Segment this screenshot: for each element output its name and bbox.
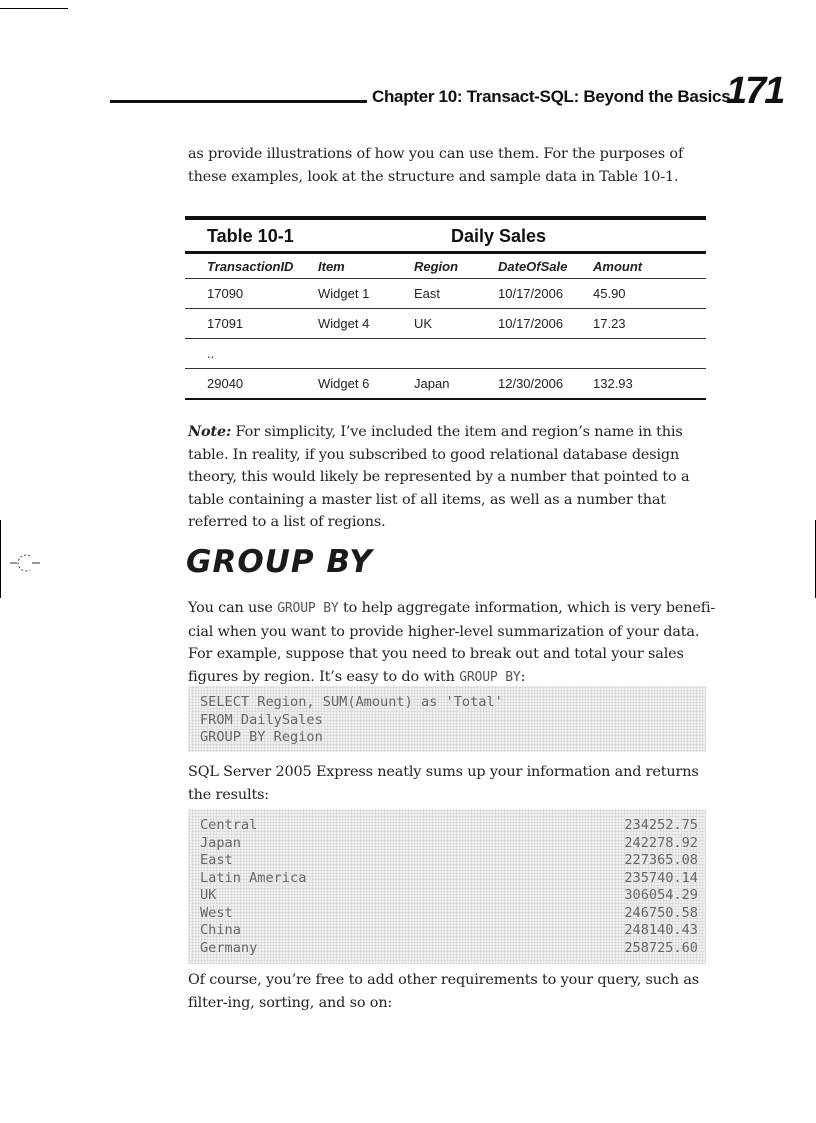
- table-cell: 17090: [207, 286, 244, 301]
- column-header: Region: [414, 258, 459, 274]
- registration-mark-icon: [10, 552, 42, 574]
- result-region: China: [200, 922, 241, 938]
- table-header-row: [185, 254, 706, 279]
- inline-code: GROUP BY: [277, 601, 339, 616]
- table-cell: 17091: [207, 316, 244, 331]
- result-row: [188, 852, 706, 870]
- result-total: 227365.08: [624, 852, 698, 868]
- result-total: 242278.92: [624, 834, 698, 851]
- result-total: 246750.58: [624, 904, 698, 921]
- table-cell: Widget 4: [318, 316, 370, 331]
- result-row: [188, 870, 706, 888]
- table-cell: 10/17/2006: [498, 286, 564, 301]
- sql-code-block: [188, 686, 706, 752]
- inline-code: GROUP BY: [459, 669, 521, 685]
- crop-mark-top-left: [0, 8, 68, 9]
- table-cell: 12/30/2006: [498, 376, 564, 391]
- result-region: East: [200, 852, 233, 868]
- table-cell: 45.90: [593, 286, 626, 301]
- page-number: 171: [726, 70, 784, 112]
- table-caption: [185, 220, 706, 251]
- result-total: 306054.29: [624, 887, 698, 903]
- column-header: Amount: [593, 258, 643, 274]
- table-cell: Widget 1: [318, 286, 370, 301]
- result-row: [188, 835, 706, 853]
- paragraph-text: to help aggregate information, which is very benefi-cial when you want to provide higher-level summarization of your data. For example, suppose that you need to break out and total your sales figures by region. It’s easy to do with: [188, 600, 716, 685]
- column-header: Item: [318, 258, 345, 274]
- note-label: Note:: [188, 423, 232, 440]
- header-rule: [110, 100, 367, 103]
- table-cell: Widget 6: [318, 376, 370, 391]
- result-total: 234252.75: [624, 817, 698, 833]
- result-row: [188, 922, 706, 940]
- code-line: GROUP BY Region: [200, 729, 323, 745]
- result-total: 235740.14: [624, 869, 698, 886]
- table-cell: 10/17/2006: [498, 316, 564, 331]
- table-cell: 17.23: [593, 316, 626, 331]
- code-line: SELECT Region, SUM(Amount) as 'Total': [200, 694, 503, 710]
- result-total: 258725.60: [624, 939, 698, 956]
- result-region: UK: [200, 887, 217, 903]
- table-row: [185, 369, 706, 400]
- table-cell: East: [414, 286, 441, 301]
- result-row: [188, 887, 706, 905]
- table-title: Daily Sales: [451, 226, 547, 246]
- result-row: [188, 905, 706, 923]
- code-line: FROM DailySales: [200, 711, 323, 728]
- intro-paragraph: as provide illustrations of how you can use them. For the purposes of these examples, look at the structure and sample data in Table 10-1.: [188, 146, 684, 185]
- result-region: West: [200, 904, 233, 921]
- result-row: [188, 940, 706, 958]
- table-row: [185, 339, 706, 369]
- crop-mark-left-vertical: [0, 520, 1, 598]
- group-by-paragraph: [188, 597, 720, 689]
- closing-paragraph: Of course, you’re free to add other requirements to your query, such as filter-ing, sorting, and so on:: [188, 972, 700, 1011]
- column-header: DateOfSale: [498, 258, 568, 274]
- paragraph-text: :: [520, 668, 526, 685]
- note-paragraph: [188, 421, 720, 534]
- table-cell: ..: [207, 346, 215, 361]
- results-intro-paragraph: SQL Server 2005 Express neatly sums up your information and returns the results:: [188, 764, 699, 803]
- daily-sales-table: [185, 216, 706, 400]
- table-number: Table 10-1: [207, 226, 294, 246]
- section-heading: GROUP BY: [186, 544, 373, 580]
- result-region: Central: [200, 817, 258, 833]
- result-region: Germany: [200, 939, 258, 956]
- result-region: Japan: [200, 834, 241, 851]
- note-text: For simplicity, I’ve included the item and region’s name in this table. In reality, if you subscribed to good relational database design theory, this would likely be represented by a number that pointed to a table containing a master list of all items, as well as a number that referred to a list of regions.: [188, 424, 690, 530]
- chapter-title: Chapter 10: Transact-SQL: Beyond the Basics: [372, 87, 731, 106]
- column-header: TransactionID: [207, 258, 294, 274]
- table-cell: UK: [414, 316, 433, 331]
- table-row: [185, 279, 706, 309]
- paragraph-text: You can use: [188, 600, 278, 616]
- query-results-block: [188, 809, 706, 964]
- result-region: Latin America: [200, 869, 307, 886]
- table-cell: 29040: [207, 376, 244, 391]
- table-cell: Japan: [414, 376, 450, 391]
- result-total: 248140.43: [624, 922, 698, 938]
- table-row: [185, 309, 706, 339]
- result-row: [188, 817, 706, 835]
- table-cell: 132.93: [593, 376, 633, 391]
